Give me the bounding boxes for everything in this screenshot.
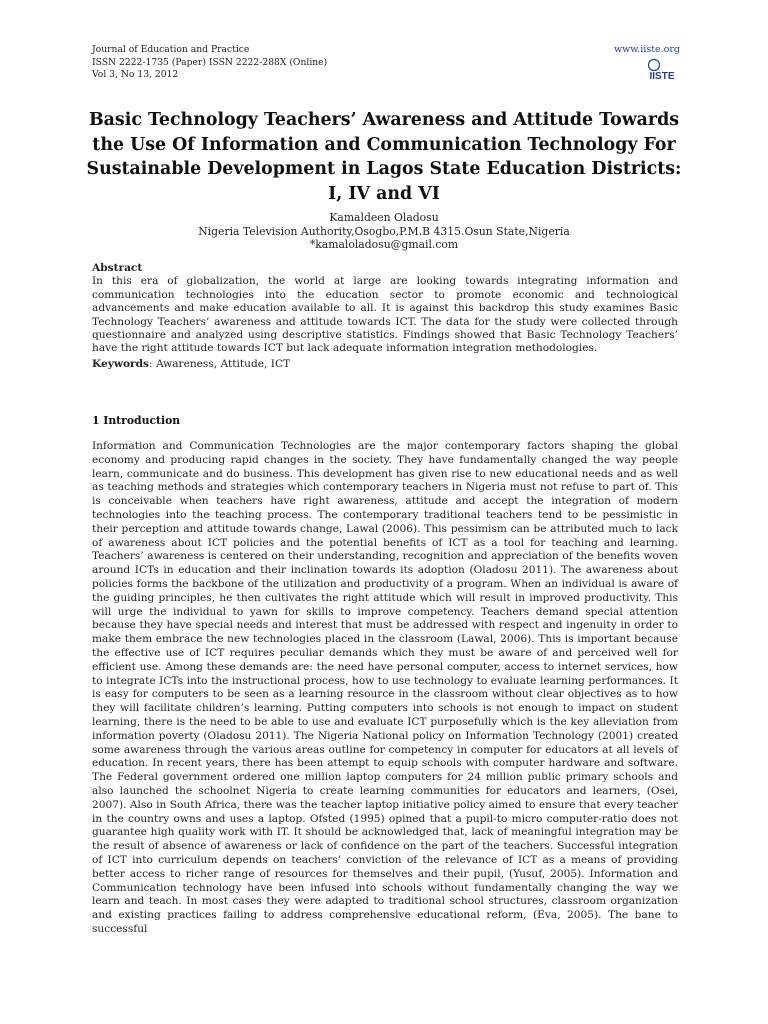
keywords-label: Keywords: [92, 357, 150, 370]
section-heading-introduction: 1 Introduction: [92, 414, 181, 427]
author-block: [86, 211, 682, 252]
abstract-section: [92, 262, 678, 371]
journal-name: Journal of Education and Practice: [92, 44, 250, 55]
keywords-values: : Awareness, Attitude, ICT: [149, 357, 291, 370]
author-name: Kamaldeen Oladosu: [329, 211, 439, 224]
journal-header: [92, 44, 680, 88]
journal-issn: ISSN 2222-1735 (Paper) ISSN 2222-288X (Online): [92, 56, 328, 68]
keywords-line: [92, 358, 678, 371]
iiste-logo: [646, 58, 678, 82]
abstract-text: In this era of globalization, the world at large are looking towards integrating information and communication technologies into the education sector to promote economic and technological advancements and make education available to all. It is against this backdrop this study examines Basic Technology Teachers’ awareness and attitude towards ICT. The data for the study were collected through questionnaire and analyzed using descriptive statistics. Findings showed that Basic Technology Teachers’ have the right attitude towards ICT but lack adequate information integration methodologies.: [92, 275, 678, 355]
svg-text:IISTE: IISTE: [649, 71, 675, 82]
journal-info: [92, 44, 327, 82]
journal-volume: Vol 3, No 13, 2012: [92, 69, 179, 80]
journal-site-link[interactable]: www.iiste.org: [613, 44, 680, 55]
journal-site-block: [560, 44, 680, 56]
abstract-heading: Abstract: [92, 262, 143, 274]
author-email[interactable]: *kamaloladosu@gmail.com: [309, 238, 459, 252]
paper-title: Basic Technology Teachers’ Awareness and Attitude Towards the Use Of Information and Communication Technology For Sustainable Development in Lagos State Education Districts: I, IV and VI: [86, 110, 682, 204]
introduction-text: Information and Communication Technologies are the major contemporary factors shaping the global economy and producing rapid changes in the society. They have fundamentally changed the way people learn, communicate and do business. This development has given rise to new educational needs and as well as teaching methods and strategies which contemporary teachers in Nigeria must not refuse to part of. This is conceivable when teachers have right awareness, attitude and accept the integration of modern technologies into the teaching process. The contemporary traditional teachers tend to be pessimistic in their perception and attitude towards change, Lawal (2006). This pessimism can be attributed much to lack of awareness about ICT policies and the potential benefits of ICT as a tool for teaching and learning. Teachers’ awareness is centered on their understanding, recognition and appreciation of the benefits woven around ICTs in education and their inclination towards its adoption (Oladosu 2011). The awareness about policies forms the backbone of the utilization and productivity of a program. When an individual is aware of the guiding principles, he then cultivates the right attitude which will result in improved productivity. This will urge the individual to yawn for skills to improve competency. Teachers demand special attention because they have special needs and interest that must be addressed with respect and ingenuity in order to make them embrace the new technologies placed in the classroom (Lawal, 2006). This is important because the effective use of ICT requires peculiar demands which they must be aware of and perceived well for efficient use. Among these demands are: the need have personal computer, access to internet services, how to integrate ICTs into the instructional process, how to use technology to evaluate learning performances. It is easy for computers to be seen as a learning resource in the classroom without clear objectives as to how they will facilitate children’s learning. Putting computers into schools is not enough to impact on student learning, there is the need to be able to use and evaluate ICT purposefully which is the key alleviation from information poverty (Oladosu 2011). The Nigeria National policy on Information Technology (2001) created some awareness through the various areas outline for competency in computer for educators at all levels of education. In recent years, there has been attempt to equip schools with computer hardware and software. The Federal government ordered one million laptop computers for 24 million public primary schools and also launched the schoolnet Nigeria to create learning communities for educators and learners, (Osei, 2007). Also in South Africa, there was the teacher laptop initiative policy aimed to ensure that every teacher in the country owns and uses a laptop. Ofsted (1995) opined that a pupil-to micro computer-ratio does not guarantee high quality work with IT. It should be acknowledged that, lack of meaningful integration may be the result of absence of awareness or lack of confidence on the part of the teachers. Successful integration of ICT into curriculum depends on teachers’ conviction of the relevance of ICT as a means of providing better access to richer range of resources for themselves and their pupil, (Yusuf, 2005). Information and Communication technology have been infused into schools without fundamentally changing the way we learn and teach. In most cases they were adapted to traditional school structures, classroom organization and existing practices failing to address comprehensive educational reform, (Eva, 2005). The bane to successful: [92, 440, 678, 935]
author-affiliation: Nigeria Television Authority,Osogbo,P.M.B 4315.Osun State,Nigeria: [198, 224, 570, 238]
